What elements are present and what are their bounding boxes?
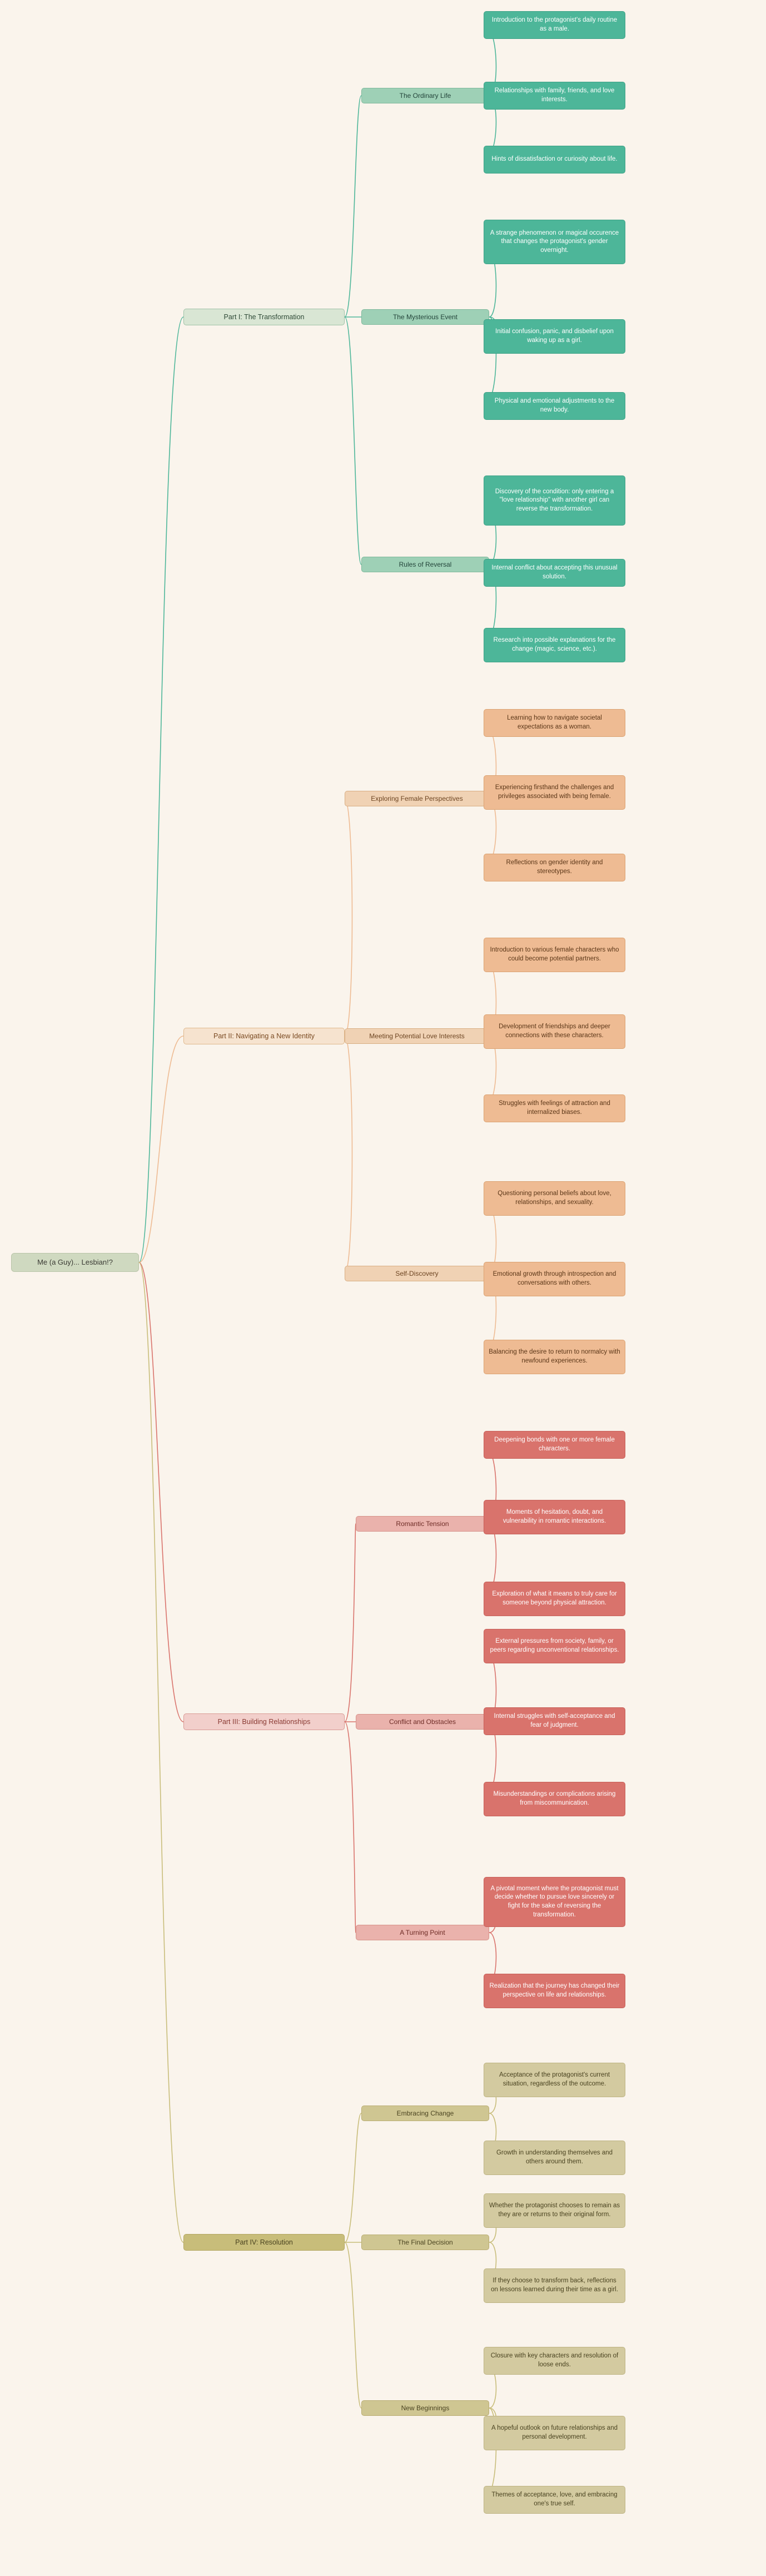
topic-part2-1[interactable]: Meeting Potential Love Interests bbox=[345, 1028, 489, 1044]
topic-part1-2[interactable]: Rules of Reversal bbox=[361, 557, 489, 572]
detail-part2-0-0[interactable]: Learning how to navigate societal expectations as a woman. bbox=[484, 709, 625, 737]
topic-part3-0[interactable]: Romantic Tension bbox=[356, 1516, 489, 1532]
detail-part2-0-2[interactable]: Reflections on gender identity and stereotypes. bbox=[484, 854, 625, 881]
detail-part2-2-1[interactable]: Emotional growth through introspection and conversations with others. bbox=[484, 1262, 625, 1296]
detail-part1-0-2[interactable]: Hints of dissatisfaction or curiosity about life. bbox=[484, 146, 625, 174]
detail-part2-2-0[interactable]: Questioning personal beliefs about love, relationships, and sexuality. bbox=[484, 1181, 625, 1216]
detail-part3-0-2[interactable]: Exploration of what it means to truly care for someone beyond physical attraction. bbox=[484, 1582, 625, 1616]
detail-part3-2-1[interactable]: Realization that the journey has changed their perspective on life and relationships. bbox=[484, 1974, 625, 2008]
topic-part3-1[interactable]: Conflict and Obstacles bbox=[356, 1714, 489, 1730]
detail-part1-1-0[interactable]: A strange phenomenon or magical occurence that changes the protagonist's gender overnight. bbox=[484, 220, 625, 264]
topic-part2-2[interactable]: Self-Discovery bbox=[345, 1266, 489, 1281]
topic-part2-0[interactable]: Exploring Female Perspectives bbox=[345, 791, 489, 806]
detail-part4-2-2[interactable]: Themes of acceptance, love, and embracing one's true self. bbox=[484, 2486, 625, 2514]
topic-part3-2[interactable]: A Turning Point bbox=[356, 1925, 489, 1940]
detail-part3-1-2[interactable]: Misunderstandings or complications arising from miscommunication. bbox=[484, 1782, 625, 1816]
detail-part4-2-1[interactable]: A hopeful outlook on future relationships and personal development. bbox=[484, 2416, 625, 2450]
detail-part4-0-1[interactable]: Growth in understanding themselves and others around them. bbox=[484, 2141, 625, 2175]
branch-part3[interactable]: Part III: Building Relationships bbox=[183, 1713, 345, 1730]
detail-part3-0-1[interactable]: Moments of hesitation, doubt, and vulnerability in romantic interactions. bbox=[484, 1500, 625, 1534]
detail-part4-1-1[interactable]: If they choose to transform back, reflections on lessons learned during their time as a girl. bbox=[484, 2268, 625, 2303]
detail-part3-1-1[interactable]: Internal struggles with self-acceptance and fear of judgment. bbox=[484, 1707, 625, 1735]
detail-part3-2-0[interactable]: A pivotal moment where the protagonist must decide whether to pursue love sincerely or fight for the sake of reversing the transformation. bbox=[484, 1877, 625, 1927]
root-node[interactable]: Me (a Guy)... Lesbian!? bbox=[11, 1253, 139, 1272]
detail-part1-0-0[interactable]: Introduction to the protagonist's daily routine as a male. bbox=[484, 11, 625, 39]
detail-part4-2-0[interactable]: Closure with key characters and resolution of loose ends. bbox=[484, 2347, 625, 2375]
detail-part3-0-0[interactable]: Deepening bonds with one or more female characters. bbox=[484, 1431, 625, 1459]
detail-part1-0-1[interactable]: Relationships with family, friends, and love interests. bbox=[484, 82, 625, 110]
topic-part4-1[interactable]: The Final Decision bbox=[361, 2235, 489, 2250]
detail-part4-1-0[interactable]: Whether the protagonist chooses to remain as they are or returns to their original form. bbox=[484, 2193, 625, 2228]
detail-part2-1-1[interactable]: Development of friendships and deeper connections with these characters. bbox=[484, 1014, 625, 1049]
detail-part2-1-0[interactable]: Introduction to various female characters who could become potential partners. bbox=[484, 938, 625, 972]
detail-part1-2-2[interactable]: Research into possible explanations for the change (magic, science, etc.). bbox=[484, 628, 625, 662]
topic-part4-2[interactable]: New Beginnings bbox=[361, 2400, 489, 2416]
branch-part4[interactable]: Part IV: Resolution bbox=[183, 2234, 345, 2251]
topic-part1-0[interactable]: The Ordinary Life bbox=[361, 88, 489, 103]
detail-part3-1-0[interactable]: External pressures from society, family, or peers regarding unconventional relationships. bbox=[484, 1629, 625, 1663]
topic-part4-0[interactable]: Embracing Change bbox=[361, 2106, 489, 2121]
detail-part4-0-0[interactable]: Acceptance of the protagonist's current situation, regardless of the outcome. bbox=[484, 2063, 625, 2097]
detail-part1-2-1[interactable]: Internal conflict about accepting this unusual solution. bbox=[484, 559, 625, 587]
detail-part2-1-2[interactable]: Struggles with feelings of attraction and internalized biases. bbox=[484, 1094, 625, 1122]
detail-part2-0-1[interactable]: Experiencing firsthand the challenges and privileges associated with being female. bbox=[484, 775, 625, 810]
detail-part1-1-2[interactable]: Physical and emotional adjustments to the new body. bbox=[484, 392, 625, 420]
detail-part1-2-0[interactable]: Discovery of the condition: only entering a "love relationship" with another girl can reverse the transformation. bbox=[484, 475, 625, 526]
branch-part2[interactable]: Part II: Navigating a New Identity bbox=[183, 1028, 345, 1044]
detail-part1-1-1[interactable]: Initial confusion, panic, and disbelief upon waking up as a girl. bbox=[484, 319, 625, 354]
branch-part1[interactable]: Part I: The Transformation bbox=[183, 309, 345, 325]
detail-part2-2-2[interactable]: Balancing the desire to return to normalcy with newfound experiences. bbox=[484, 1340, 625, 1374]
topic-part1-1[interactable]: The Mysterious Event bbox=[361, 309, 489, 325]
